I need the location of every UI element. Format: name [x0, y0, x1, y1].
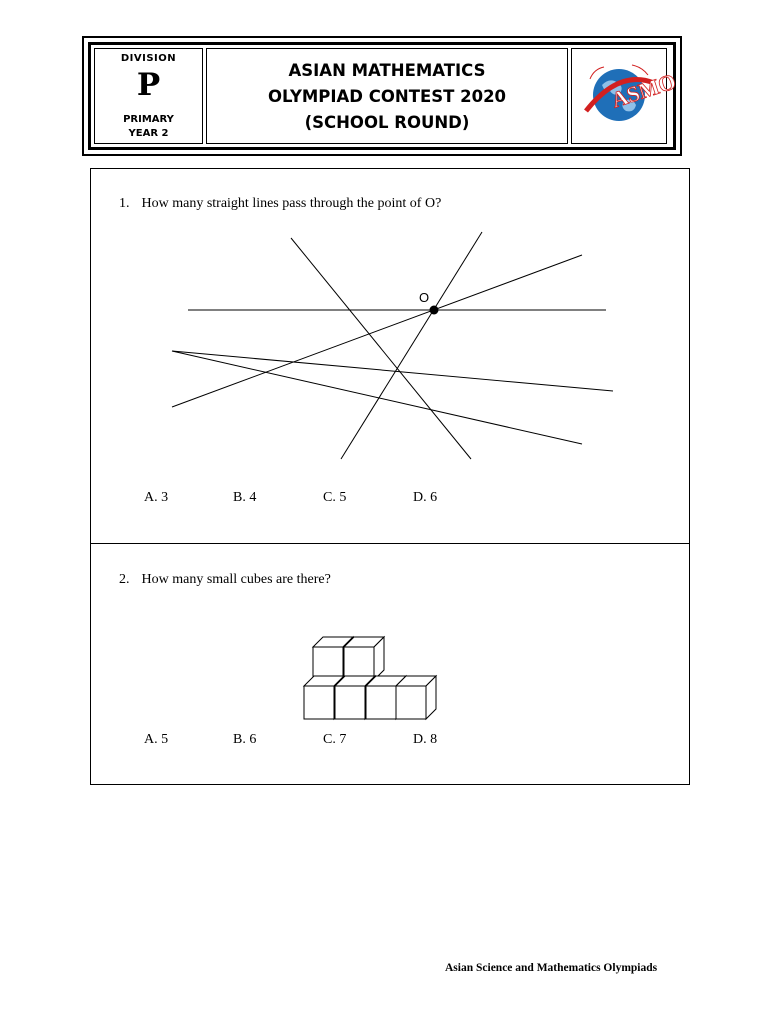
asmo-logo-icon [572, 49, 679, 147]
q2-option-d[interactable]: D. 8 [413, 732, 438, 747]
cube-bottom-4 [396, 676, 436, 719]
title-box [206, 48, 568, 144]
cubes-figure [90, 543, 690, 785]
question-1-text: How many straight lines pass through the point of O? [141, 196, 442, 211]
question-1-number: 1. [119, 196, 130, 211]
point-o [430, 306, 439, 315]
level-line-1: PRIMARY [123, 114, 174, 125]
question-2-box [90, 543, 690, 785]
logo-box [571, 48, 679, 144]
line-shallow-a [172, 351, 613, 391]
title-line-1: ASIAN MATHEMATICS [288, 61, 486, 80]
contest-title [207, 58, 567, 136]
level-line-2: YEAR 2 [128, 128, 169, 139]
q1-option-a[interactable]: A. 3 [144, 490, 169, 505]
question-2-number: 2. [119, 572, 130, 587]
question-2-text: How many small cubes are there? [141, 572, 331, 587]
division-level [95, 113, 202, 141]
lines-figure [90, 168, 690, 544]
line-shallow-b [172, 351, 582, 444]
line-descending [291, 238, 471, 459]
line-rising-through-o [172, 255, 582, 407]
line-steep-through-o [341, 232, 482, 459]
title-line-2: OLYMPIAD CONTEST 2020 [267, 87, 507, 106]
logo-text: ASMO [608, 68, 679, 113]
question-1-box [90, 168, 690, 544]
header-frame [88, 42, 679, 150]
q1-option-d[interactable]: D. 6 [413, 490, 438, 505]
page-footer: Asian Science and Mathematics Olympiads [445, 962, 658, 974]
division-box [94, 48, 203, 144]
q1-option-b[interactable]: B. 4 [233, 490, 257, 505]
title-line-3: (SCHOOL ROUND) [304, 113, 470, 132]
q2-option-c[interactable]: C. 7 [323, 732, 347, 747]
contest-header [82, 36, 682, 156]
q2-option-a[interactable]: A. 5 [144, 732, 169, 747]
q2-option-b[interactable]: B. 6 [233, 732, 257, 747]
cube-top-2 [344, 637, 384, 680]
division-letter: P [136, 67, 161, 103]
division-label: DIVISION [120, 53, 177, 64]
q1-option-c[interactable]: C. 5 [323, 490, 347, 505]
point-o-label: O [419, 290, 430, 305]
